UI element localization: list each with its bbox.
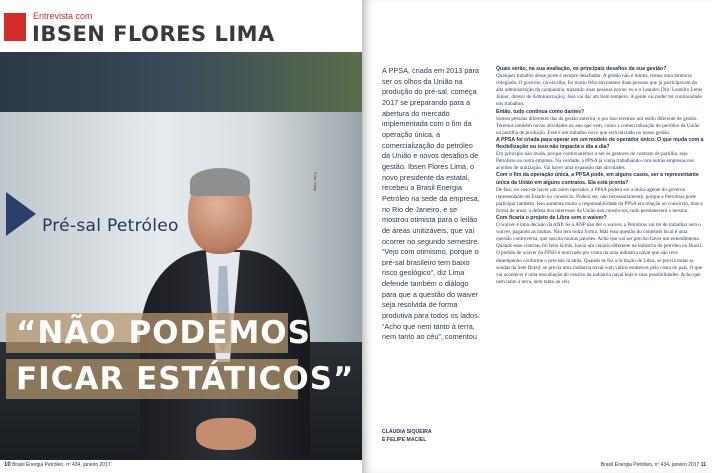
photo-credit: Foto: Kelly	[313, 172, 318, 191]
answer: Qualquer trabalho desse porte é sempre desafiador. A gestão não é minha, temos uma diretoria colegiada. O governo, na escolha, foi muito feliz em manter duas pessoas que já participavam da alta administração da companhia, trazendo duas pessoas novas: eu e o Leandro [Nit: Leandro Leme Júnior, diretor de Administração]. Isso vai dar um bom tempero. A gente vai poder ter continuidade nos trabalhos.	[496, 73, 703, 108]
question: Então, tudo continua como dantes?	[496, 108, 585, 115]
section-kicker: Entrevista com	[33, 11, 93, 21]
answer: Em princípio não muda, porque continuaremos a ser os gestores do contrato de partilha, seja Petrobras ou outra empresa. Na verdade, a PPSA já vinha trabalhando com outras empresas nos acordos de unitização. Vai haver uma expansão das atividades.	[496, 151, 695, 172]
question: Quais serão, na sua avaliação, os principais desafios da sua gestão?	[496, 66, 667, 72]
section-marker	[4, 13, 26, 41]
qa-item	[496, 66, 704, 109]
left-footer	[4, 462, 111, 468]
qa-item	[496, 172, 704, 215]
question: Com ficaria o projeto de Libra sem o waiver?	[496, 214, 607, 221]
right-footer	[601, 462, 706, 468]
author-line-1: CLÁUDIA SIQUEIRA	[382, 429, 432, 435]
question: A PPSA foi criada para operar em um modelo de operador único. O que muda com a flexibilização ou isso não impacta o dia a dia?	[496, 136, 704, 151]
answer: De fato, no caso de haver um outro operador, a PPSA poderá ser a única agente do governo representante do Estado no consórcio. Poderá ser, não necessariamente, porque a Petrobras pode participar também. Isso aumenta muito a responsabilidade da PPSA em relação ao consórcio, mas a forma de atuar, a defesa dos interesses da União nos consórcios, tudo permanecerá o mesmo.	[496, 186, 703, 214]
qa-column	[496, 66, 704, 286]
photo-background-top	[0, 52, 362, 112]
pull-quote	[6, 313, 355, 405]
person-hair	[190, 168, 250, 196]
person-hands	[196, 418, 256, 450]
left-footer-text: Brasil Energia Petróleo, nº 434, janeiro 2017	[12, 462, 111, 468]
company-logo-text: Pré-sal Petróleo	[42, 216, 179, 236]
pull-quote-line-2: FICAR ESTÁTICOS”	[6, 359, 298, 399]
answer: O waiver é uma decisão da ANP. Se a ANP não der o waiver, a Petrobras vai ter de trabalhar sem o waiver, pagando as multas. Não tem outra forma. Mas essa questão do conteúdo local é uma questão controversa, que suscita muitas paixões. Acho que vai ser preciso haver um entendimento. Quando esse contrato foi feito lá trás, havia um cenário diferente na indústria do petróleo no Brasil. O pedido de waiver da FPSO é motivado por conta da uma indústria naval que não teve desempenho conforme o previsto lá atrás. Quando se fez a licitação de Libra, se previa todas as sondas da Sete Brasil, se previa uma indústria naval com vários estaleiros pelo costa do país. O que vai acontecer é uma reavaliação do cenário da indústria naval hoje e suas possibilidades. Acho que nem tanto à terra, nem tanto ao céu.	[496, 222, 703, 285]
author-credit	[382, 428, 482, 444]
intro-column: A PPSA, criada em 2013 para ser os olhos da União na produção do pré-sal, começa 2017 se preparando para a abertura do mercado implementada com o fim da operação única, a comercialização do petróleo da União e novos desafios de gestão. Ibsen Flores Lima, o novo presidente da estatal, recebeu a Brasil Energia Petróleo na sede da empresa, no Rio de Janeiro, e se mostrou otimista para o leilão de áreas unitizáveis, que vai ocorrer no segundo semestre. “Vejo com otimismo, porque o pré-sal brasileiro tem baixo risco geológico”, diz Lima defende também o diálogo para que a questão do waiver seja resolvida de forma produtiva para todos os lados. “Acho que nem tanto à terra, nem tanto ao céu”, comentou	[382, 66, 480, 342]
author-line-2: E FELIPE MACIEL	[382, 437, 427, 443]
qa-item	[496, 109, 704, 137]
company-logo-icon	[6, 192, 36, 236]
interview-title: IBSEN FLORES LIMA	[32, 22, 275, 46]
qa-item	[496, 215, 704, 286]
pull-quote-line-1: “NÃO PODEMOS	[6, 313, 288, 353]
right-footer-text: Brasil Energia Petróleo, nº 434, janeiro 2017	[600, 462, 700, 468]
right-page-number: 11	[700, 462, 706, 468]
left-page-number: 10	[4, 462, 11, 468]
question: Com o fim da operação única, a PPSA pode, em alguns casos, ser a representante única da União em alguns contratos. Ela está pronta?	[496, 172, 699, 186]
answer: Somos pessoas diferentes das da gestão anterior, e por isso teremos um estilo diferente de gestão. Teremos também novas atividades no ano que vem, como a comercialização do petróleo da União na partilha de produção. Esse é um trabalho novo que será iniciado no nosso gestão.	[496, 115, 700, 136]
qa-item	[496, 137, 704, 172]
